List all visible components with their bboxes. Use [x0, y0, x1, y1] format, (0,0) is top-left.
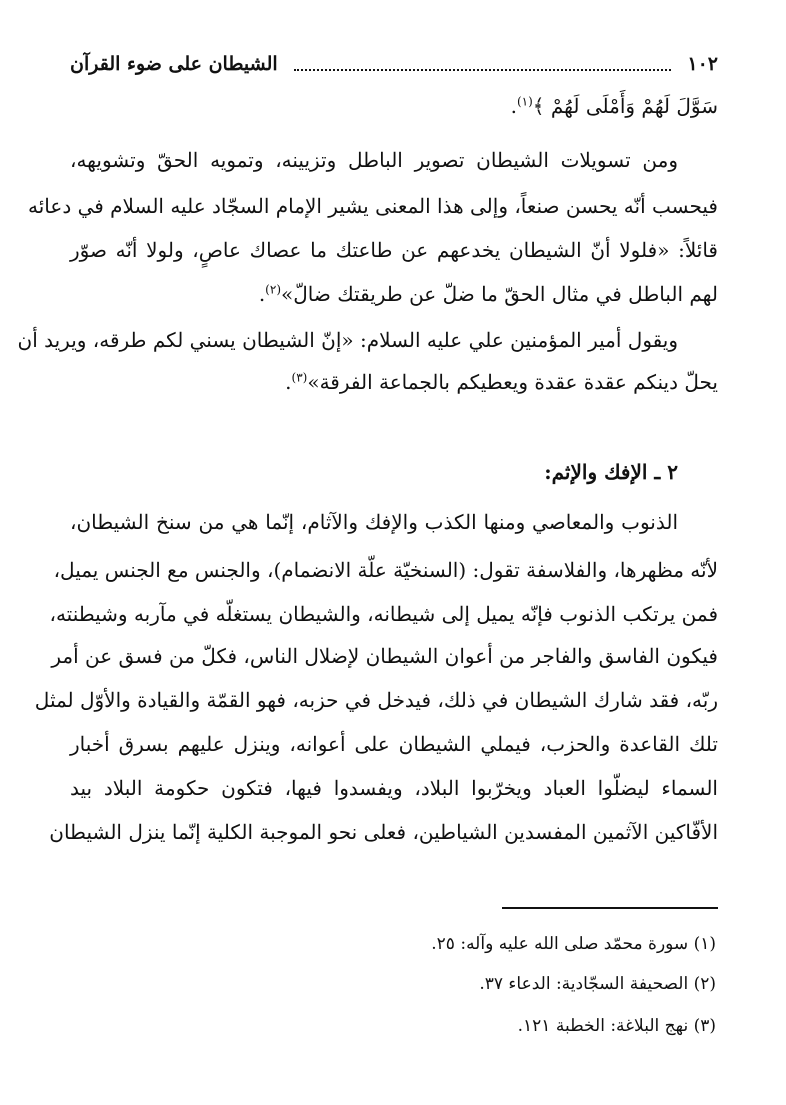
body-line: سَوَّلَ لَهُمْ وَأَمْلَى لَهُمْ ﴾$^{(١)}$.	[510, 94, 718, 118]
body-line: تلك القاعدة والحزب، فيملي الشيطان على أعوانه، وينزل عليهم بسرق أخبار	[70, 732, 718, 756]
header-dotted-leader	[294, 57, 672, 71]
footnote-ref: (١)	[516, 94, 533, 109]
footnote: (٢) الصحيفة السجّادية: الدعاء ٣٧.	[479, 974, 716, 994]
body-line: السماء ليضلّوا العباد ويخرّبوا البلاد، ويفسدوا فيها، فتكون حكومة البلاد بيد	[70, 776, 718, 800]
body-line: الأفّاكين الآثمين المفسدين الشياطين، فعلى نحو الموجبة الكلية إنّما ينزل الشيطان	[49, 820, 718, 844]
body-line: قائلاً: «فلولا أنّ الشيطان يخدعهم عن طاعتك ما عصاك عاصٍ، ولولا أنّه صوّر	[70, 238, 718, 262]
body-line: لأنّه مظهرها، والفلاسفة تقول: (السنخيّة علّة الانضمام)، والجنس مع الجنس يميل،	[53, 558, 718, 582]
body-line-text: لهم الباطل في مثال الحقّ ما ضلّ عن طريقتك ضالّ»	[281, 282, 718, 306]
footnote-ref: (٣)	[291, 370, 308, 385]
footnote-separator	[502, 907, 718, 909]
body-line-text: يحلّ دينكم عقدة عقدة ويعطيكم بالجماعة الفرقة»	[307, 370, 718, 394]
body-line: فمن يرتكب الذنوب فإنّه يميل إلى شيطانه، والشيطان يستغلّه في مآربه وشيطنته،	[49, 602, 718, 626]
footnote: (١) سورة محمّد صلى الله عليه وآله: ٢٥.	[431, 934, 716, 954]
section-heading: ٢ ـ الإفك والإثم:	[544, 460, 678, 484]
body-line: فيكون الفاسق والفاجر من أعوان الشيطان لإضلال الناس، فكلّ من فسق عن أمر	[51, 644, 718, 668]
running-title: الشيطان على ضوء القرآن	[70, 53, 278, 75]
body-line: يحلّ دينكم عقدة عقدة ويعطيكم بالجماعة الفرقة»$^{(٣)}$.	[285, 370, 718, 394]
body-line: ويقول أمير المؤمنين علي عليه السلام: «إنّ الشيطان يسني لكم طرقه، ويريد أن	[17, 328, 678, 352]
footnote-ref: (٢)	[265, 282, 281, 297]
body-line: ربّه، فقد شارك الشيطان في ذلك، فيدخل في حزبه، فهو القمّة والقيادة والأوّل لمثل	[34, 688, 718, 712]
body-line: لهم الباطل في مثال الحقّ ما ضلّ عن طريقتك ضالّ»$^{(٢)}$.	[258, 282, 718, 306]
page-number: ١٠٢	[687, 53, 718, 75]
page-header	[70, 44, 718, 84]
body-line: الذنوب والمعاصي ومنها الكذب والإفك والآثام، إنّما هي من سنخ الشيطان،	[70, 510, 678, 534]
body-line: ومن تسويلات الشيطان تصوير الباطل وتزيينه، وتمويه الحقّ وتشويهه،	[70, 148, 678, 172]
body-line: فيحسب أنّه يحسن صنعاً، وإلى هذا المعنى يشير الإمام السجّاد عليه السلام في دعائه	[28, 194, 718, 218]
footnote: (٣) نهج البلاغة: الخطبة ١٢١.	[517, 1016, 716, 1036]
quran-verse: سَوَّلَ لَهُمْ وَأَمْلَى لَهُمْ ﴾	[532, 94, 718, 118]
